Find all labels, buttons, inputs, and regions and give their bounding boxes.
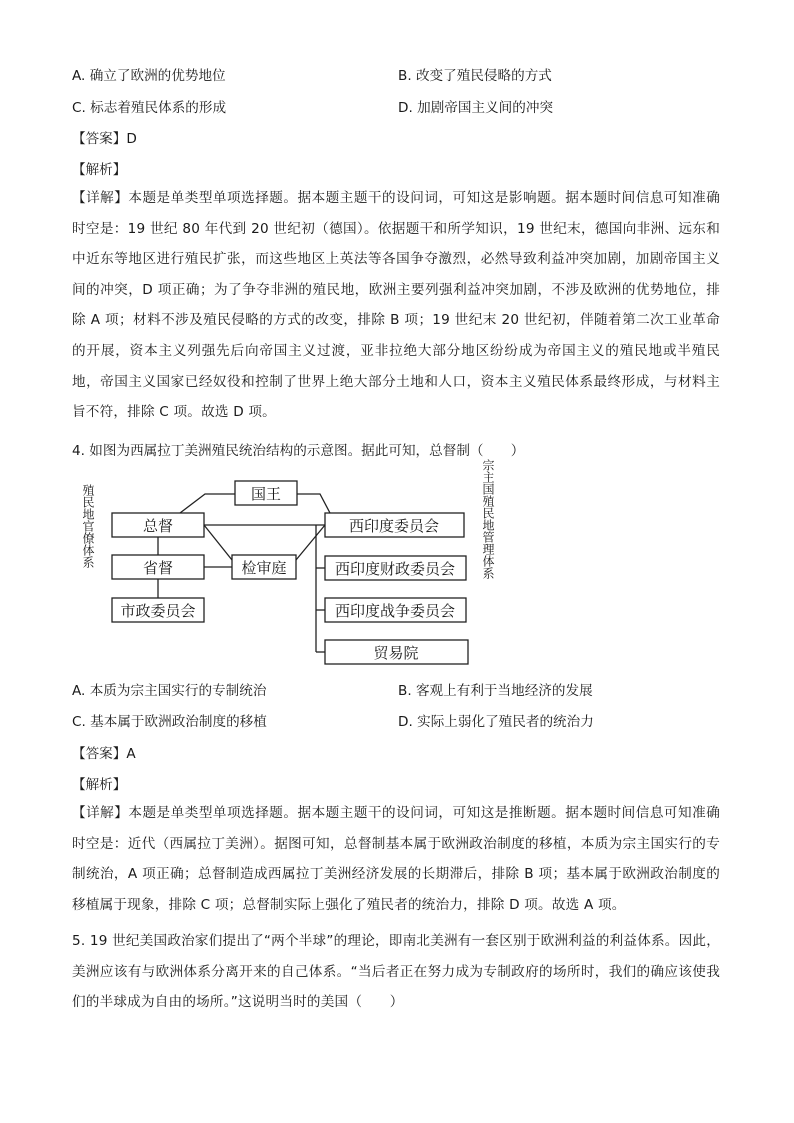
- q5-stem: 5. 19 世纪美国政治家们提出了“两个半球”的理论，即南北美洲有一套区别于欧洲利益的利益体系。因此，美洲应该有与欧洲体系分离开来的自己体系。“当后者正在努力成为专制政府的场所时，我们的确应该使我们的半球成为自由的场所。”这说明当时的美国（ ）: [72, 933, 720, 1011]
- q4-answer: 【答案】A: [72, 746, 136, 762]
- q3-option-d: D. 加剧帝国主义间的冲突: [398, 100, 554, 116]
- q4-detail: 【详解】本题是单类型单项选择题。据本题主题干的设问词，可知这是推断题。据本题时间信息可知准确时空是：近代（西属拉丁美洲）。据图可知，总督制基本属于欧洲政治制度的移植，本质为宗主国实行的专制统治，A 项正确；总督制造成西属拉丁美洲经济发展的长期滞后，排除 B 项；基本属于欧洲政治制度的移植属于现象，排除 C 项；总督制实际上强化了殖民者的统治力，排除 D 项。故选 A 项。: [72, 805, 720, 913]
- q4-option-d: D. 实际上弱化了殖民者的统治力: [398, 714, 594, 730]
- label-trade-house: 贸易院: [373, 644, 419, 662]
- label-council-war: 西印度战争委员会: [334, 602, 456, 620]
- q3-option-a: A. 确立了欧洲的优势地位: [72, 68, 226, 84]
- q3-option-b: B. 改变了殖民侵略的方式: [398, 68, 552, 84]
- q3-detail: 【详解】本题是单类型单项选择题。据本题主题干的设问词，可知这是影响题。据本题时间信息可知准确时空是：19 世纪 80 年代到 20 世纪初（德国）。依据题干和所学知识，19 世纪末，德国向非洲、远东和中近东等地区进行殖民扩张，而这些地区上英法等各国争夺激烈，必然导致利益冲突加剧，加剧帝国主义间的冲突，D 项正确；为了争夺非洲的殖民地，欧洲主要列强利益冲突加剧，不涉及欧洲的优势地位，排除 A 项；材料不涉及殖民侵略的方式的改变，排除 B 项；19 世纪末 20 世纪初，伴随着第二次工业革命的开展，资本主义列强先后向帝国主义过渡，亚非拉绝大部分地区纷纷成为帝国主义的殖民地或半殖民地，帝国主义国家已经奴役和控制了世界上绝大部分土地和人口，资本主义殖民体系最终形成，与材料主旨不符，排除 C 项。故选 D 项。: [72, 190, 720, 421]
- label-governor: 省督: [142, 559, 174, 577]
- q4-stem: 4. 如图为西属拉丁美洲殖民统治结构的示意图。据此可知，总督制（ ）: [72, 443, 525, 459]
- q4-option-b: B. 客观上有利于当地经济的发展: [398, 683, 593, 699]
- line-audiencia-council: [296, 525, 325, 560]
- line-viceroy-audiencia: [204, 525, 232, 560]
- label-council-indies: 西印度委员会: [348, 517, 440, 535]
- label-right-vertical: 宗主国殖民地管理体系: [481, 459, 495, 579]
- q3-analysis-label: 【解析】: [72, 162, 127, 178]
- q4-analysis-label: 【解析】: [72, 777, 127, 793]
- line-king-council: [297, 494, 330, 513]
- label-king: 国王: [250, 485, 282, 503]
- q4-option-c: C. 基本属于欧洲政治制度的移植: [72, 714, 267, 730]
- q4-option-a: A. 本质为宗主国实行的专制统治: [72, 683, 267, 699]
- line-king-viceroy: [180, 494, 235, 513]
- q3-option-c: C. 标志着殖民体系的形成: [72, 100, 227, 116]
- label-council-finance: 西印度财政委员会: [334, 560, 456, 578]
- q4-options-row-1: [72, 679, 732, 703]
- label-left-vertical: 殖民地官僚体系: [81, 484, 95, 568]
- label-municipal: 市政委员会: [120, 602, 196, 620]
- q3-answer: 【答案】D: [72, 131, 137, 147]
- q4-options-row-2: [72, 710, 732, 734]
- label-viceroy: 总督: [142, 517, 174, 535]
- label-audiencia: 检审庭: [241, 559, 287, 577]
